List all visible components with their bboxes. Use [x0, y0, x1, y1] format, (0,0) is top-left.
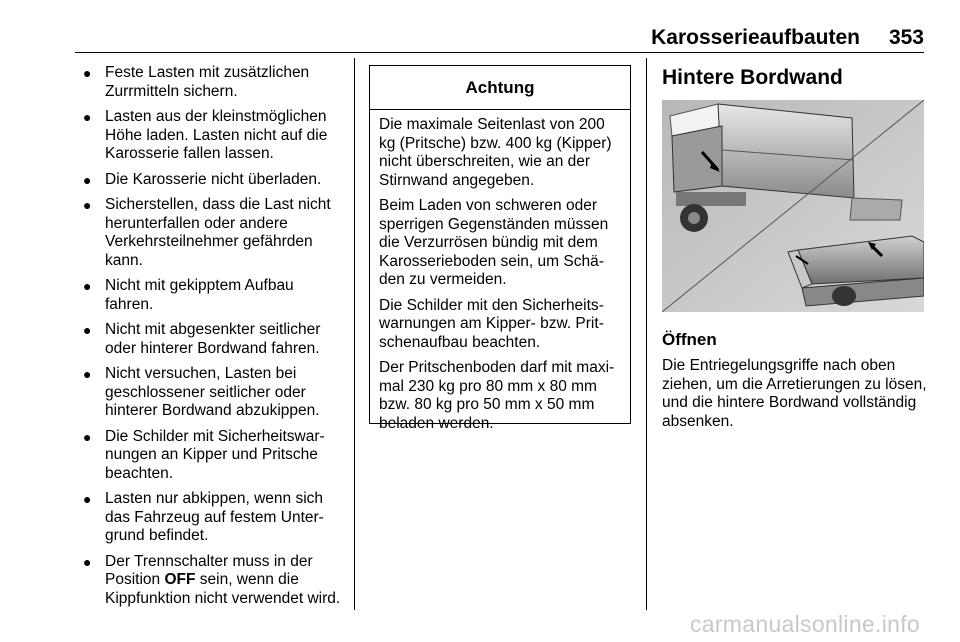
bullet-icon: ●: [83, 278, 92, 294]
list-item: ● Nicht versuchen, Lasten bei geschlossener seitlicher oder hinterer Bordwand abzukippen.: [83, 365, 320, 419]
tailgate-section: [662, 64, 930, 92]
section-title: Karosserieaufbauten: [651, 26, 860, 49]
warning-box: [369, 65, 631, 432]
list-item: ● Lasten aus der kleinstmöglichen Höhe laden. Lasten nicht auf die Karosserie fallen lassen.: [83, 108, 328, 162]
list-item: ● Nicht mit gekipptem Aufbau fahren.: [83, 277, 294, 313]
bullet-icon: ●: [83, 65, 92, 81]
off-label: OFF: [164, 571, 196, 588]
column-divider-2: [646, 58, 647, 610]
bullet-icon: ●: [83, 322, 92, 338]
bullet-icon: ●: [83, 197, 92, 213]
safety-bullet-list: [80, 64, 342, 615]
list-item: ● Der Trennschalter muss in der Position OFF sein, wenn die Kippfunktion nicht verwendet wird.: [83, 552, 341, 607]
bullet-icon: ●: [83, 428, 92, 445]
page-header: [75, 26, 924, 50]
warning-paragraph: Die Schilder mit den Sicherheitswarnungen am Kipper- bzw. Pritschenaufbau beachten.: [379, 296, 604, 351]
watermark: carmanualsonline.info: [689, 611, 920, 637]
list-item: ● Lasten nur abkippen, wenn sich das Fahrzeug auf festem Untergrund befindet.: [83, 490, 324, 544]
list-item: ● Die Schilder mit Sicherheitswarnungen an Kipper und Pritsche beachten.: [83, 427, 325, 482]
tailgate-illustration: [662, 100, 924, 312]
bullet-icon: ●: [83, 553, 92, 570]
bullet-icon: ●: [83, 491, 92, 507]
header-rule: [75, 52, 924, 53]
bullet-icon: ●: [83, 171, 92, 188]
warning-paragraph: Die maximale Seitenlast von 200 kg (Pritsche) bzw. 400 kg (Kipper) nicht überschreiten, wie an der Stirnwand angegeben.: [379, 116, 612, 189]
section-heading: Hintere Bordwand: [662, 66, 843, 89]
page-number: 353: [888, 26, 924, 49]
list-item: ● Nicht mit abgesenkter seitlicher oder hinterer Bordwand fahren.: [83, 321, 321, 357]
subsection-heading: Öffnen: [662, 330, 717, 349]
bullet-icon: ●: [83, 109, 92, 125]
warning-paragraph: Der Pritschenboden darf mit maximal 230 kg pro 80 mm x 80 mm bzw. 80 kg pro 50 mm x 50 mm beladen werden.: [379, 359, 615, 432]
column-divider-1: [354, 58, 355, 610]
warning-paragraph: Beim Laden von schweren oder sperrigen Gegenständen müssen die Verzurrösen bündig mit dem Karosserieboden sein, um Schäden zu vermeiden.: [379, 197, 609, 288]
warning-heading: Achtung: [370, 66, 630, 110]
bullet-icon: ●: [83, 366, 92, 382]
list-item: ● Die Karosserie nicht überladen.: [83, 170, 322, 188]
list-item: ● Feste Lasten mit zusätzlichen Zurrmitteln sichern.: [83, 64, 310, 100]
opening-instructions: Die Entriegelungsgriffe nach oben ziehen, um die Arretierungen zu lösen, und die hintere Bordwand vollständig absenken.: [662, 357, 927, 430]
list-item: ● Sicherstellen, dass die Last nicht herunterfallen oder andere Verkehrsteilnehmer gefährden kann.: [83, 196, 331, 269]
